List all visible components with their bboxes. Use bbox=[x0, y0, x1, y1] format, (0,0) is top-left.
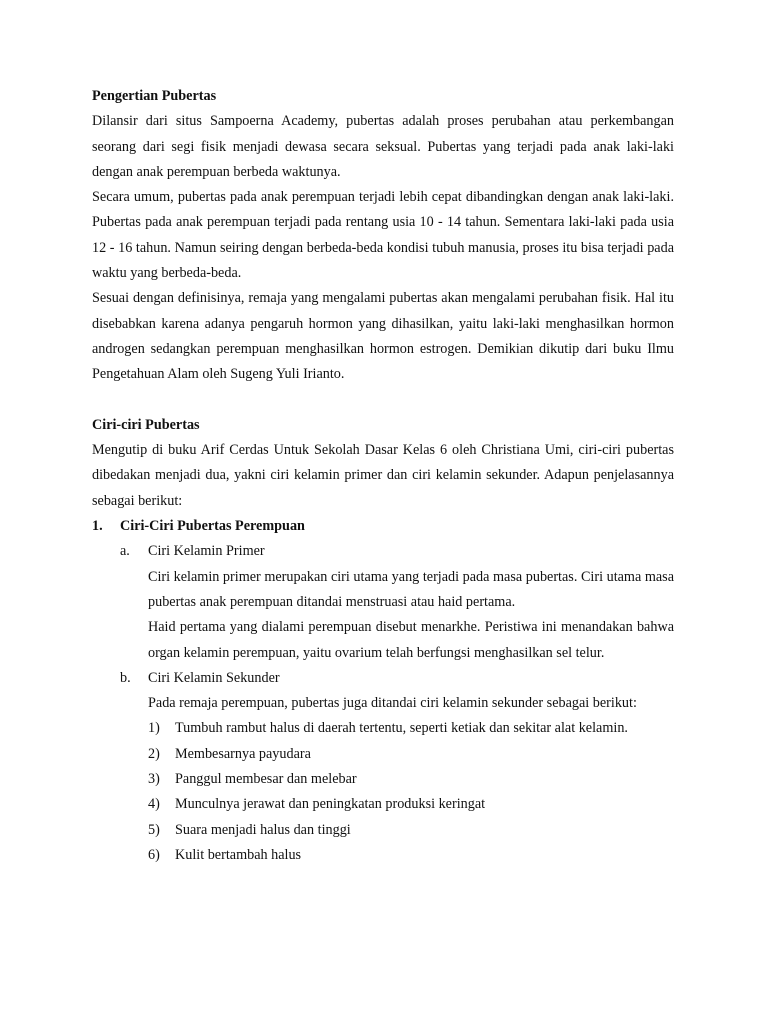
list-item-text: Munculnya jerawat dan peningkatan produksi keringat bbox=[175, 796, 486, 813]
sub-item-letter: a. bbox=[120, 543, 130, 560]
list-item-number: 4) bbox=[148, 796, 160, 813]
paragraph: Mengutip di buku Arif Cerdas Untuk Sekolah Dasar Kelas 6 oleh Christiana Umi, ciri-ciri pubertas dibedakan menjadi dua, yakni ciri kelamin primer dan ciri kelamin sekunder. Adapun penjelasannya sebagai berikut: bbox=[92, 442, 674, 509]
section-heading-ciri-ciri: Ciri-ciri Pubertas bbox=[92, 416, 200, 433]
numbered-item-1 bbox=[92, 514, 674, 539]
sub-item-letter: b. bbox=[120, 669, 131, 686]
list-item-number: 5) bbox=[148, 821, 160, 838]
sub-item-a bbox=[120, 539, 674, 564]
item-title: Ciri-Ciri Pubertas Perempuan bbox=[120, 518, 305, 535]
paragraph: Pada remaja perempuan, pubertas juga ditandai ciri kelamin sekunder sebagai berikut: bbox=[148, 695, 637, 712]
sub-item-b bbox=[120, 666, 674, 691]
list-item-number: 6) bbox=[148, 846, 160, 863]
spacer bbox=[92, 388, 674, 413]
paragraph: Sesuai dengan definisinya, remaja yang mengalami pubertas akan mengalami perubahan fisik. Hal itu disebabkan karena adanya pengaruh hormon yang dihasilkan, yaitu laki-laki menghasilkan hormon androgen sedangkan perempuan menghasilkan hormon estrogen. Demikian dikutip dari buku Ilmu Pengetahuan Alam oleh Sugeng Yuli Irianto. bbox=[92, 290, 674, 383]
list-item-text: Kulit bertambah halus bbox=[175, 846, 302, 863]
sub-item-title: Ciri Kelamin Primer bbox=[148, 543, 265, 560]
list-item-number: 1) bbox=[148, 720, 160, 737]
list-item bbox=[148, 792, 674, 817]
list-item bbox=[148, 767, 674, 792]
paragraph: Ciri kelamin primer merupakan ciri utama yang terjadi pada masa pubertas. Ciri utama masa pubertas anak perempuan ditandai menstruasi atau haid pertama. bbox=[148, 568, 674, 610]
sub-item-a-body bbox=[148, 565, 674, 666]
sub-item-b-body bbox=[148, 691, 674, 868]
list-item-text: Membesarnya payudara bbox=[175, 745, 311, 762]
list-item-text: Suara menjadi halus dan tinggi bbox=[175, 821, 351, 838]
paragraph: Secara umum, pubertas pada anak perempuan terjadi lebih cepat dibandingkan dengan anak laki-laki. Pubertas pada anak perempuan terjadi pada rentang usia 10 - 14 tahun. Sementara laki-laki pada usia 12 - 16 tahun. Namun seiring dengan berbeda-beda kondisi tubuh manusia, proses itu bisa terjadi pada waktu yang berbeda-beda. bbox=[92, 189, 674, 282]
item-number: 1. bbox=[92, 518, 103, 535]
list-item-number: 2) bbox=[148, 745, 160, 762]
list-item-number: 3) bbox=[148, 771, 160, 788]
list-item bbox=[148, 716, 674, 741]
paragraph: Haid pertama yang dialami perempuan disebut menarkhe. Peristiwa ini menandakan bahwa organ kelamin perempuan, yaitu ovarium telah berfungsi menghasilkan sel telur. bbox=[148, 619, 674, 661]
section-heading-pengertian: Pengertian Pubertas bbox=[92, 88, 217, 104]
list-item-text: Panggul membesar dan melebar bbox=[175, 771, 357, 788]
list-item bbox=[148, 818, 674, 843]
characteristics-list bbox=[148, 716, 674, 868]
document-page bbox=[92, 84, 674, 868]
list-item bbox=[148, 742, 674, 767]
list-item bbox=[148, 843, 674, 868]
paragraph: Dilansir dari situs Sampoerna Academy, pubertas adalah proses perubahan atau perkembangan seorang dari segi fisik menjadi dewasa secara seksual. Pubertas yang terjadi pada anak laki-laki dengan anak perempuan berbeda waktunya. bbox=[92, 113, 674, 180]
list-item-text: Tumbuh rambut halus di daerah tertentu, seperti ketiak dan sekitar alat kelamin. bbox=[175, 720, 628, 737]
sub-item-title: Ciri Kelamin Sekunder bbox=[148, 669, 280, 686]
